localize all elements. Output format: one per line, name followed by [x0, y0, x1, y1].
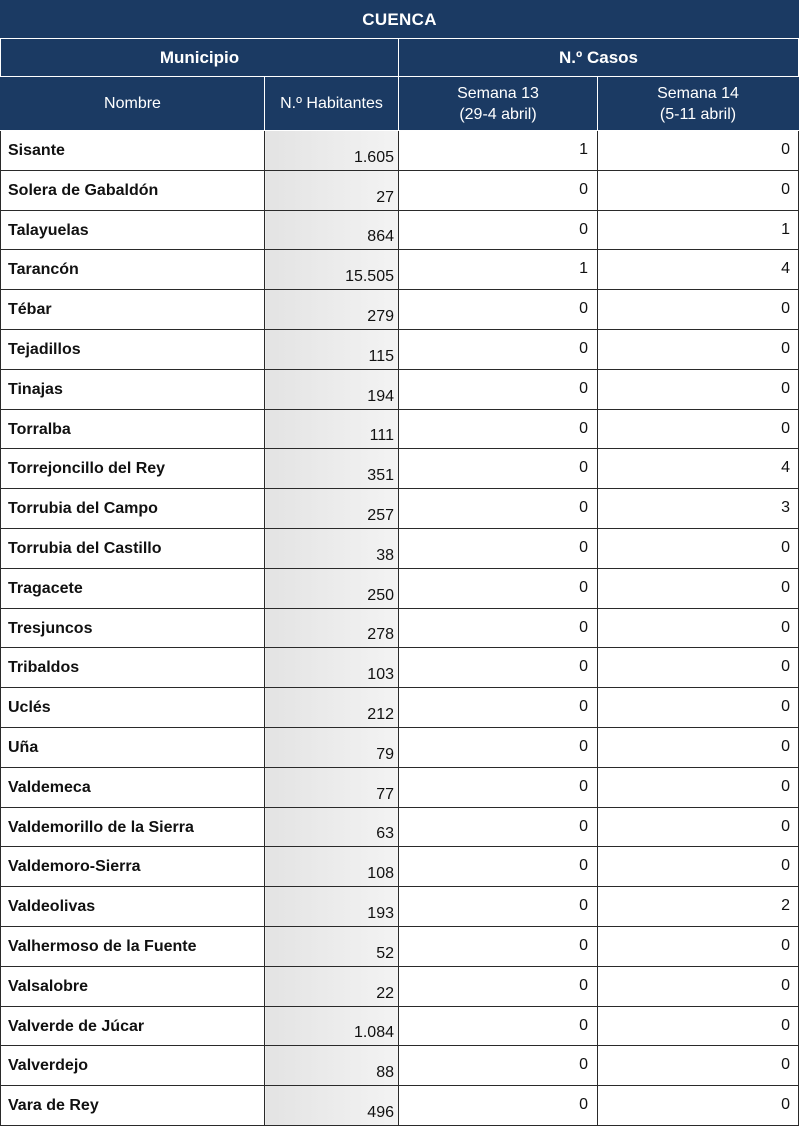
table-row [1, 210, 799, 250]
semana13-cases-cell: 0 [399, 926, 598, 966]
semana13-cases-cell: 0 [399, 688, 598, 728]
municipio-name-cell: Valverdejo [1, 1046, 265, 1086]
table-row [1, 608, 799, 648]
habitantes-cell: 27 [265, 170, 399, 210]
municipio-name-cell: Tresjuncos [1, 608, 265, 648]
semana14-cases-cell: 0 [598, 290, 799, 330]
semana14-cases-cell: 0 [598, 648, 799, 688]
municipio-name-cell: Valdemeca [1, 767, 265, 807]
municipio-name-cell: Uclés [1, 688, 265, 728]
semana13-cases-cell: 0 [399, 1086, 598, 1126]
habitantes-cell: 111 [265, 409, 399, 449]
habitantes-cell: 79 [265, 727, 399, 767]
semana14-cases-cell: 0 [598, 170, 799, 210]
column-header-semana14-line2: (5-11 abril) [659, 105, 737, 123]
table-row [1, 767, 799, 807]
table-row [1, 528, 799, 568]
table-row [1, 966, 799, 1006]
column-header-semana13 [399, 77, 598, 131]
habitantes-cell: 63 [265, 807, 399, 847]
table-row [1, 250, 799, 290]
column-header-nombre: Nombre [1, 77, 265, 131]
table-row [1, 290, 799, 330]
municipio-name-cell: Uña [1, 727, 265, 767]
municipio-name-cell: Sisante [1, 131, 265, 171]
semana14-cases-cell: 0 [598, 1086, 799, 1126]
column-header-semana13-line2: (29-4 abril) [459, 105, 537, 123]
municipio-name-cell: Torrejoncillo del Rey [1, 449, 265, 489]
semana14-cases-cell: 0 [598, 568, 799, 608]
habitantes-cell: 278 [265, 608, 399, 648]
habitantes-cell: 279 [265, 290, 399, 330]
semana13-cases-cell: 0 [399, 369, 598, 409]
table-row [1, 1046, 799, 1086]
semana13-cases-cell: 0 [399, 170, 598, 210]
semana14-cases-cell: 0 [598, 966, 799, 1006]
semana14-cases-cell: 0 [598, 688, 799, 728]
semana14-cases-cell: 0 [598, 727, 799, 767]
habitantes-cell: 22 [265, 966, 399, 1006]
table-row [1, 727, 799, 767]
semana14-cases-cell: 3 [598, 489, 799, 529]
semana13-cases-cell: 0 [399, 290, 598, 330]
semana13-cases-cell: 0 [399, 847, 598, 887]
table-title: CUENCA [1, 1, 799, 39]
table-row [1, 369, 799, 409]
semana14-cases-cell: 0 [598, 767, 799, 807]
municipio-name-cell: Valdemoro-Sierra [1, 847, 265, 887]
municipio-name-cell: Torralba [1, 409, 265, 449]
municipio-name-cell: Valdemorillo de la Sierra [1, 807, 265, 847]
habitantes-cell: 351 [265, 449, 399, 489]
semana13-cases-cell: 0 [399, 489, 598, 529]
habitantes-cell: 193 [265, 887, 399, 927]
municipio-name-cell: Torrubia del Campo [1, 489, 265, 529]
group-header-municipio: Municipio [1, 39, 399, 77]
table-row [1, 807, 799, 847]
habitantes-cell: 88 [265, 1046, 399, 1086]
table-row [1, 847, 799, 887]
column-header-habitantes: N.º Habitantes [265, 77, 399, 131]
habitantes-cell: 250 [265, 568, 399, 608]
municipio-name-cell: Talayuelas [1, 210, 265, 250]
habitantes-cell: 108 [265, 847, 399, 887]
group-header-casos: N.º Casos [399, 39, 799, 77]
habitantes-cell: 194 [265, 369, 399, 409]
habitantes-cell: 38 [265, 528, 399, 568]
semana13-cases-cell: 0 [399, 409, 598, 449]
semana14-cases-cell: 0 [598, 131, 799, 171]
semana14-cases-cell: 0 [598, 926, 799, 966]
table-row [1, 926, 799, 966]
column-header-semana13-line1: Semana 13 [457, 84, 539, 102]
semana13-cases-cell: 0 [399, 807, 598, 847]
habitantes-cell: 15.505 [265, 250, 399, 290]
semana13-cases-cell: 0 [399, 1006, 598, 1046]
habitantes-cell: 1.084 [265, 1006, 399, 1046]
semana13-cases-cell: 0 [399, 329, 598, 369]
municipio-name-cell: Tejadillos [1, 329, 265, 369]
table-row [1, 170, 799, 210]
municipio-name-cell: Tragacete [1, 568, 265, 608]
table-row [1, 648, 799, 688]
semana14-cases-cell: 0 [598, 807, 799, 847]
table-row [1, 688, 799, 728]
municipio-name-cell: Torrubia del Castillo [1, 528, 265, 568]
semana13-cases-cell: 0 [399, 210, 598, 250]
semana13-cases-cell: 0 [399, 966, 598, 1006]
table-row [1, 489, 799, 529]
semana13-cases-cell: 0 [399, 528, 598, 568]
table-row [1, 329, 799, 369]
semana14-cases-cell: 0 [598, 409, 799, 449]
semana13-cases-cell: 0 [399, 767, 598, 807]
semana13-cases-cell: 0 [399, 648, 598, 688]
municipio-name-cell: Tribaldos [1, 648, 265, 688]
table-row [1, 1006, 799, 1046]
municipio-name-cell: Vara de Rey [1, 1086, 265, 1126]
habitantes-cell: 864 [265, 210, 399, 250]
table-row [1, 568, 799, 608]
table-row [1, 409, 799, 449]
municipio-name-cell: Tébar [1, 290, 265, 330]
semana14-cases-cell: 0 [598, 1046, 799, 1086]
habitantes-cell: 103 [265, 648, 399, 688]
column-header-semana14-line1: Semana 14 [657, 84, 739, 102]
semana13-cases-cell: 0 [399, 1046, 598, 1086]
semana14-cases-cell: 1 [598, 210, 799, 250]
semana13-cases-cell: 0 [399, 608, 598, 648]
semana13-cases-cell: 1 [399, 131, 598, 171]
habitantes-cell: 77 [265, 767, 399, 807]
semana14-cases-cell: 0 [598, 608, 799, 648]
semana13-cases-cell: 0 [399, 568, 598, 608]
table-row [1, 887, 799, 927]
habitantes-cell: 257 [265, 489, 399, 529]
habitantes-cell: 212 [265, 688, 399, 728]
table-row [1, 1086, 799, 1126]
semana14-cases-cell: 4 [598, 250, 799, 290]
habitantes-cell: 1.605 [265, 131, 399, 171]
habitantes-cell: 115 [265, 329, 399, 369]
habitantes-cell: 52 [265, 926, 399, 966]
municipio-name-cell: Valsalobre [1, 966, 265, 1006]
municipio-name-cell: Solera de Gabaldón [1, 170, 265, 210]
semana13-cases-cell: 0 [399, 727, 598, 767]
municipio-name-cell: Valdeolivas [1, 887, 265, 927]
semana13-cases-cell: 1 [399, 250, 598, 290]
municipio-name-cell: Tinajas [1, 369, 265, 409]
semana13-cases-cell: 0 [399, 449, 598, 489]
municipio-name-cell: Valverde de Júcar [1, 1006, 265, 1046]
semana14-cases-cell: 2 [598, 887, 799, 927]
table-row [1, 131, 799, 171]
municipio-name-cell: Tarancón [1, 250, 265, 290]
municipio-name-cell: Valhermoso de la Fuente [1, 926, 265, 966]
semana13-cases-cell: 0 [399, 887, 598, 927]
semana14-cases-cell: 0 [598, 528, 799, 568]
semana14-cases-cell: 0 [598, 847, 799, 887]
semana14-cases-cell: 4 [598, 449, 799, 489]
semana14-cases-cell: 0 [598, 329, 799, 369]
habitantes-cell: 496 [265, 1086, 399, 1126]
table-row [1, 449, 799, 489]
semana14-cases-cell: 0 [598, 369, 799, 409]
semana14-cases-cell: 0 [598, 1006, 799, 1046]
column-header-semana14 [598, 77, 799, 131]
